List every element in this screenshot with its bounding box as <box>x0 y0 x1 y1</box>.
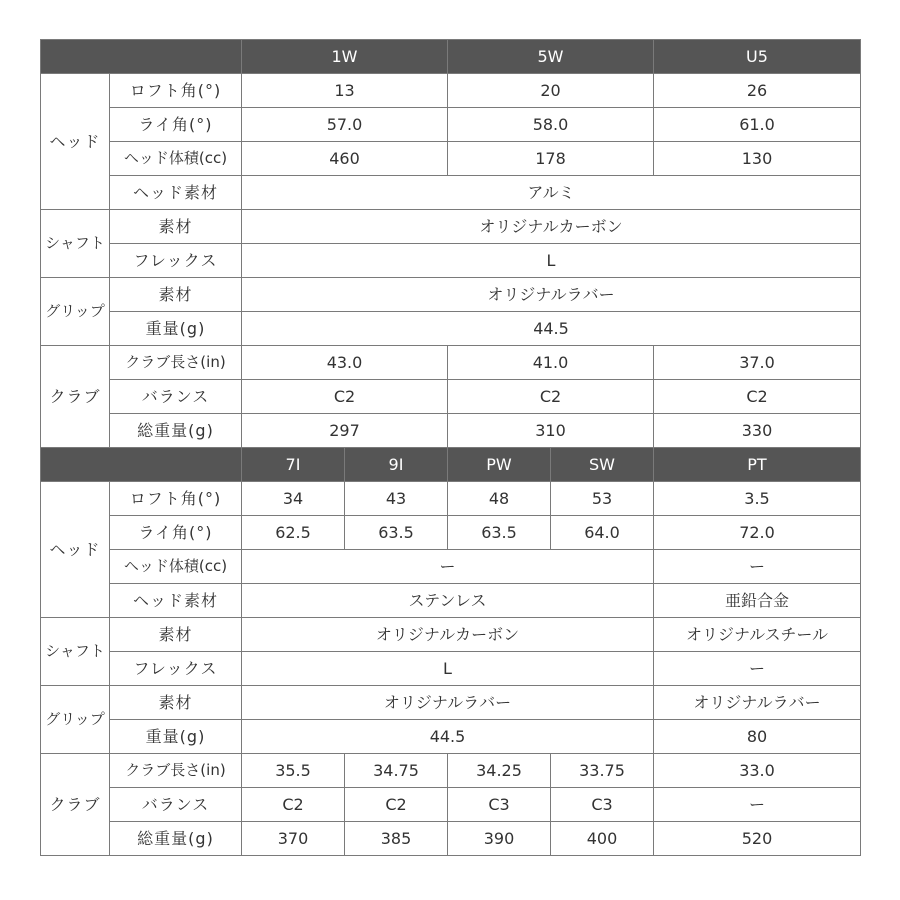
table-row <box>41 312 861 346</box>
col-header-7i: 7I <box>242 448 345 482</box>
cell-value: C2 <box>242 380 448 414</box>
group-club: クラブ <box>41 346 110 448</box>
cell-value: C2 <box>242 788 345 822</box>
cell-value: C2 <box>345 788 448 822</box>
cell-value: C2 <box>448 380 654 414</box>
cell-value: 385 <box>345 822 448 856</box>
row-label-total-weight: 総重量(g) <box>110 822 242 856</box>
row-label-grip-material: 素材 <box>110 686 242 720</box>
cell-value: 26 <box>654 74 861 108</box>
col-header-sw: SW <box>551 448 654 482</box>
row-label-balance: バランス <box>110 380 242 414</box>
cell-value: 53 <box>551 482 654 516</box>
table-row <box>41 380 861 414</box>
header-blank <box>41 40 242 74</box>
cell-value: 72.0 <box>654 516 861 550</box>
table-row <box>41 618 861 652</box>
row-label-lie: ライ角(°) <box>110 516 242 550</box>
row-label-loft: ロフト角(°) <box>110 74 242 108</box>
group-grip: グリップ <box>41 278 110 346</box>
table-row <box>41 244 861 278</box>
cell-value: 178 <box>448 142 654 176</box>
irons-header-row <box>41 448 861 482</box>
cell-value: オリジナルラバー <box>242 686 654 720</box>
table-row <box>41 278 861 312</box>
table-row <box>41 686 861 720</box>
cell-value: L <box>242 652 654 686</box>
table-row <box>41 108 861 142</box>
table-row <box>41 414 861 448</box>
group-shaft: シャフト <box>41 210 110 278</box>
cell-value: 13 <box>242 74 448 108</box>
cell-value: 20 <box>448 74 654 108</box>
cell-value: 297 <box>242 414 448 448</box>
row-label-grip-material: 素材 <box>110 278 242 312</box>
row-label-volume: ヘッド体積(cc) <box>110 142 242 176</box>
col-header-5w: 5W <box>448 40 654 74</box>
table-row <box>41 74 861 108</box>
cell-value: 44.5 <box>242 720 654 754</box>
cell-value: 33.0 <box>654 754 861 788</box>
table-row <box>41 176 861 210</box>
cell-value: C3 <box>551 788 654 822</box>
row-label-balance: バランス <box>110 788 242 822</box>
table-row <box>41 482 861 516</box>
cell-value: 57.0 <box>242 108 448 142</box>
table-row <box>41 754 861 788</box>
cell-value: 58.0 <box>448 108 654 142</box>
cell-value: 34.75 <box>345 754 448 788</box>
cell-value: 400 <box>551 822 654 856</box>
col-header-pw: PW <box>448 448 551 482</box>
cell-value: C3 <box>448 788 551 822</box>
col-header-1w: 1W <box>242 40 448 74</box>
cell-value: 33.75 <box>551 754 654 788</box>
cell-value: ー <box>242 550 654 584</box>
table-row <box>41 142 861 176</box>
row-label-grip-weight: 重量(g) <box>110 312 242 346</box>
col-header-9i: 9I <box>345 448 448 482</box>
cell-value: C2 <box>654 380 861 414</box>
cell-value: 310 <box>448 414 654 448</box>
row-label-flex: フレックス <box>110 244 242 278</box>
cell-value: 61.0 <box>654 108 861 142</box>
group-club: クラブ <box>41 754 110 856</box>
cell-value: 34.25 <box>448 754 551 788</box>
cell-value: オリジナルカーボン <box>242 618 654 652</box>
cell-value: ー <box>654 652 861 686</box>
table-row <box>41 822 861 856</box>
row-label-volume: ヘッド体積(cc) <box>110 550 242 584</box>
cell-value: 亜鉛合金 <box>654 584 861 618</box>
table-row <box>41 550 861 584</box>
cell-value: 330 <box>654 414 861 448</box>
cell-value: 43.0 <box>242 346 448 380</box>
row-label-loft: ロフト角(°) <box>110 482 242 516</box>
cell-value: 62.5 <box>242 516 345 550</box>
cell-value: 37.0 <box>654 346 861 380</box>
cell-value: ー <box>654 788 861 822</box>
cell-value: 64.0 <box>551 516 654 550</box>
cell-value: 370 <box>242 822 345 856</box>
table-row <box>41 210 861 244</box>
cell-value: 130 <box>654 142 861 176</box>
cell-value: ステンレス <box>242 584 654 618</box>
col-header-pt: PT <box>654 448 861 482</box>
header-blank <box>41 448 242 482</box>
cell-value: 460 <box>242 142 448 176</box>
row-label-grip-weight: 重量(g) <box>110 720 242 754</box>
cell-value: 63.5 <box>448 516 551 550</box>
table-row <box>41 720 861 754</box>
table-row <box>41 516 861 550</box>
cell-value: 34 <box>242 482 345 516</box>
cell-value: オリジナルラバー <box>654 686 861 720</box>
cell-value: ー <box>654 550 861 584</box>
group-head: ヘッド <box>41 74 110 210</box>
row-label-length: クラブ長さ(in) <box>110 754 242 788</box>
cell-value: 520 <box>654 822 861 856</box>
cell-value: 41.0 <box>448 346 654 380</box>
table-row <box>41 584 861 618</box>
cell-value: アルミ <box>242 176 861 210</box>
group-grip: グリップ <box>41 686 110 754</box>
table-row <box>41 652 861 686</box>
cell-value: 63.5 <box>345 516 448 550</box>
cell-value: オリジナルラバー <box>242 278 861 312</box>
spec-table <box>40 39 861 856</box>
cell-value: 3.5 <box>654 482 861 516</box>
cell-value: 43 <box>345 482 448 516</box>
cell-value: 48 <box>448 482 551 516</box>
group-shaft: シャフト <box>41 618 110 686</box>
cell-value: 35.5 <box>242 754 345 788</box>
cell-value: 44.5 <box>242 312 861 346</box>
woods-header-row <box>41 40 861 74</box>
row-label-head-material: ヘッド素材 <box>110 176 242 210</box>
row-label-head-material: ヘッド素材 <box>110 584 242 618</box>
row-label-shaft-material: 素材 <box>110 210 242 244</box>
row-label-lie: ライ角(°) <box>110 108 242 142</box>
col-header-u5: U5 <box>654 40 861 74</box>
row-label-flex: フレックス <box>110 652 242 686</box>
table-row <box>41 346 861 380</box>
row-label-total-weight: 総重量(g) <box>110 414 242 448</box>
row-label-shaft-material: 素材 <box>110 618 242 652</box>
cell-value: L <box>242 244 861 278</box>
cell-value: オリジナルカーボン <box>242 210 861 244</box>
cell-value: 80 <box>654 720 861 754</box>
group-head: ヘッド <box>41 482 110 618</box>
cell-value: オリジナルスチール <box>654 618 861 652</box>
cell-value: 390 <box>448 822 551 856</box>
row-label-length: クラブ長さ(in) <box>110 346 242 380</box>
table-row <box>41 788 861 822</box>
